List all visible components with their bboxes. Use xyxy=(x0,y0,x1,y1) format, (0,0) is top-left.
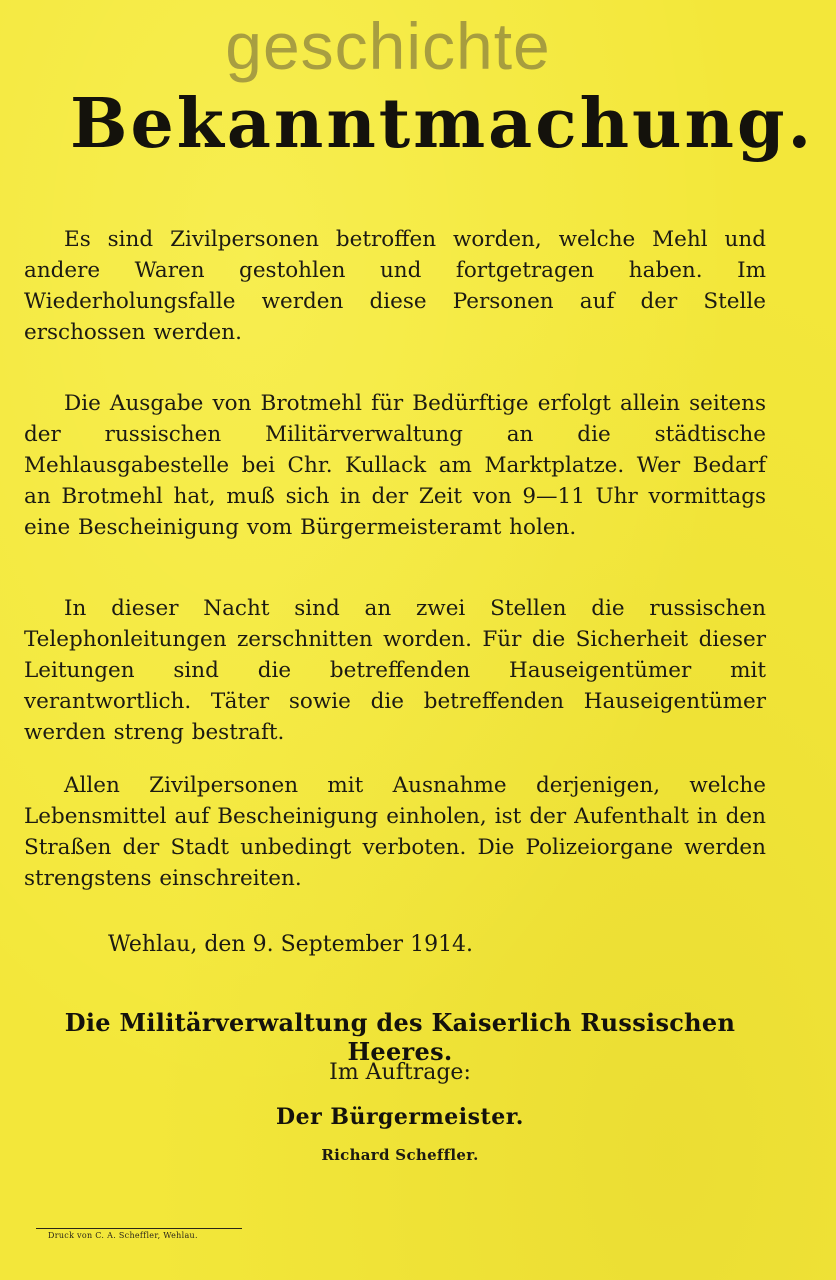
on-behalf-line: Im Auftrage: xyxy=(329,1060,471,1085)
paragraph-theft-warning: Es sind Zivilpersonen betroffen worden, welche Mehl und andere Waren gestohlen und fortgetragen haben. Im Wiederholungsfalle werden diese Personen auf der Stelle erschossen werden. xyxy=(24,227,766,345)
paragraph-flour-distribution: Die Ausgabe von Brotmehl für Bedürftige erfolgt allein seitens der russischen Militärverwaltung an die städtische Mehlausgabestelle bei Chr. Kullack am Marktplatze. Wer Bedarf an Brotmehl hat, muß sich in der Zeit von 9—11 Uhr vormittags eine Bescheinigung vom Bürgermeisteramt holen. xyxy=(24,391,766,540)
signer-name: Richard Scheffler. xyxy=(321,1146,479,1164)
paragraph-telephone-lines: In dieser Nacht sind an zwei Stellen die russischen Telephonleitungen zerschnitten worden. Für die Sicherheit dieser Leitungen sind die betreffenden Hauseigentümer mit verantwortlich. Täter sowie die betreffenden Hauseigentümer werden streng bestraft. xyxy=(24,596,766,745)
mayor-title: Der Bürgermeister. xyxy=(276,1104,524,1130)
watermark: geschichte xyxy=(225,9,551,83)
paragraph-curfew: Allen Zivilpersonen mit Ausnahme derjenigen, welche Lebensmittel auf Bescheinigung einholen, ist der Aufenthalt in den Straßen der Stadt unbedingt verboten. Die Polizeiorgane werden strengstens einschreiten. xyxy=(24,773,766,891)
issuing-authority: Die Militärverwaltung des Kaiserlich Russischen Heeres. xyxy=(64,1008,736,1066)
footer-rule xyxy=(36,1228,242,1229)
date-line: Wehlau, den 9. September 1914. xyxy=(108,932,474,957)
headline: Bekanntmachung. xyxy=(70,84,815,164)
printer-imprint: Druck von C. A. Scheffler, Wehlau. xyxy=(48,1231,198,1240)
